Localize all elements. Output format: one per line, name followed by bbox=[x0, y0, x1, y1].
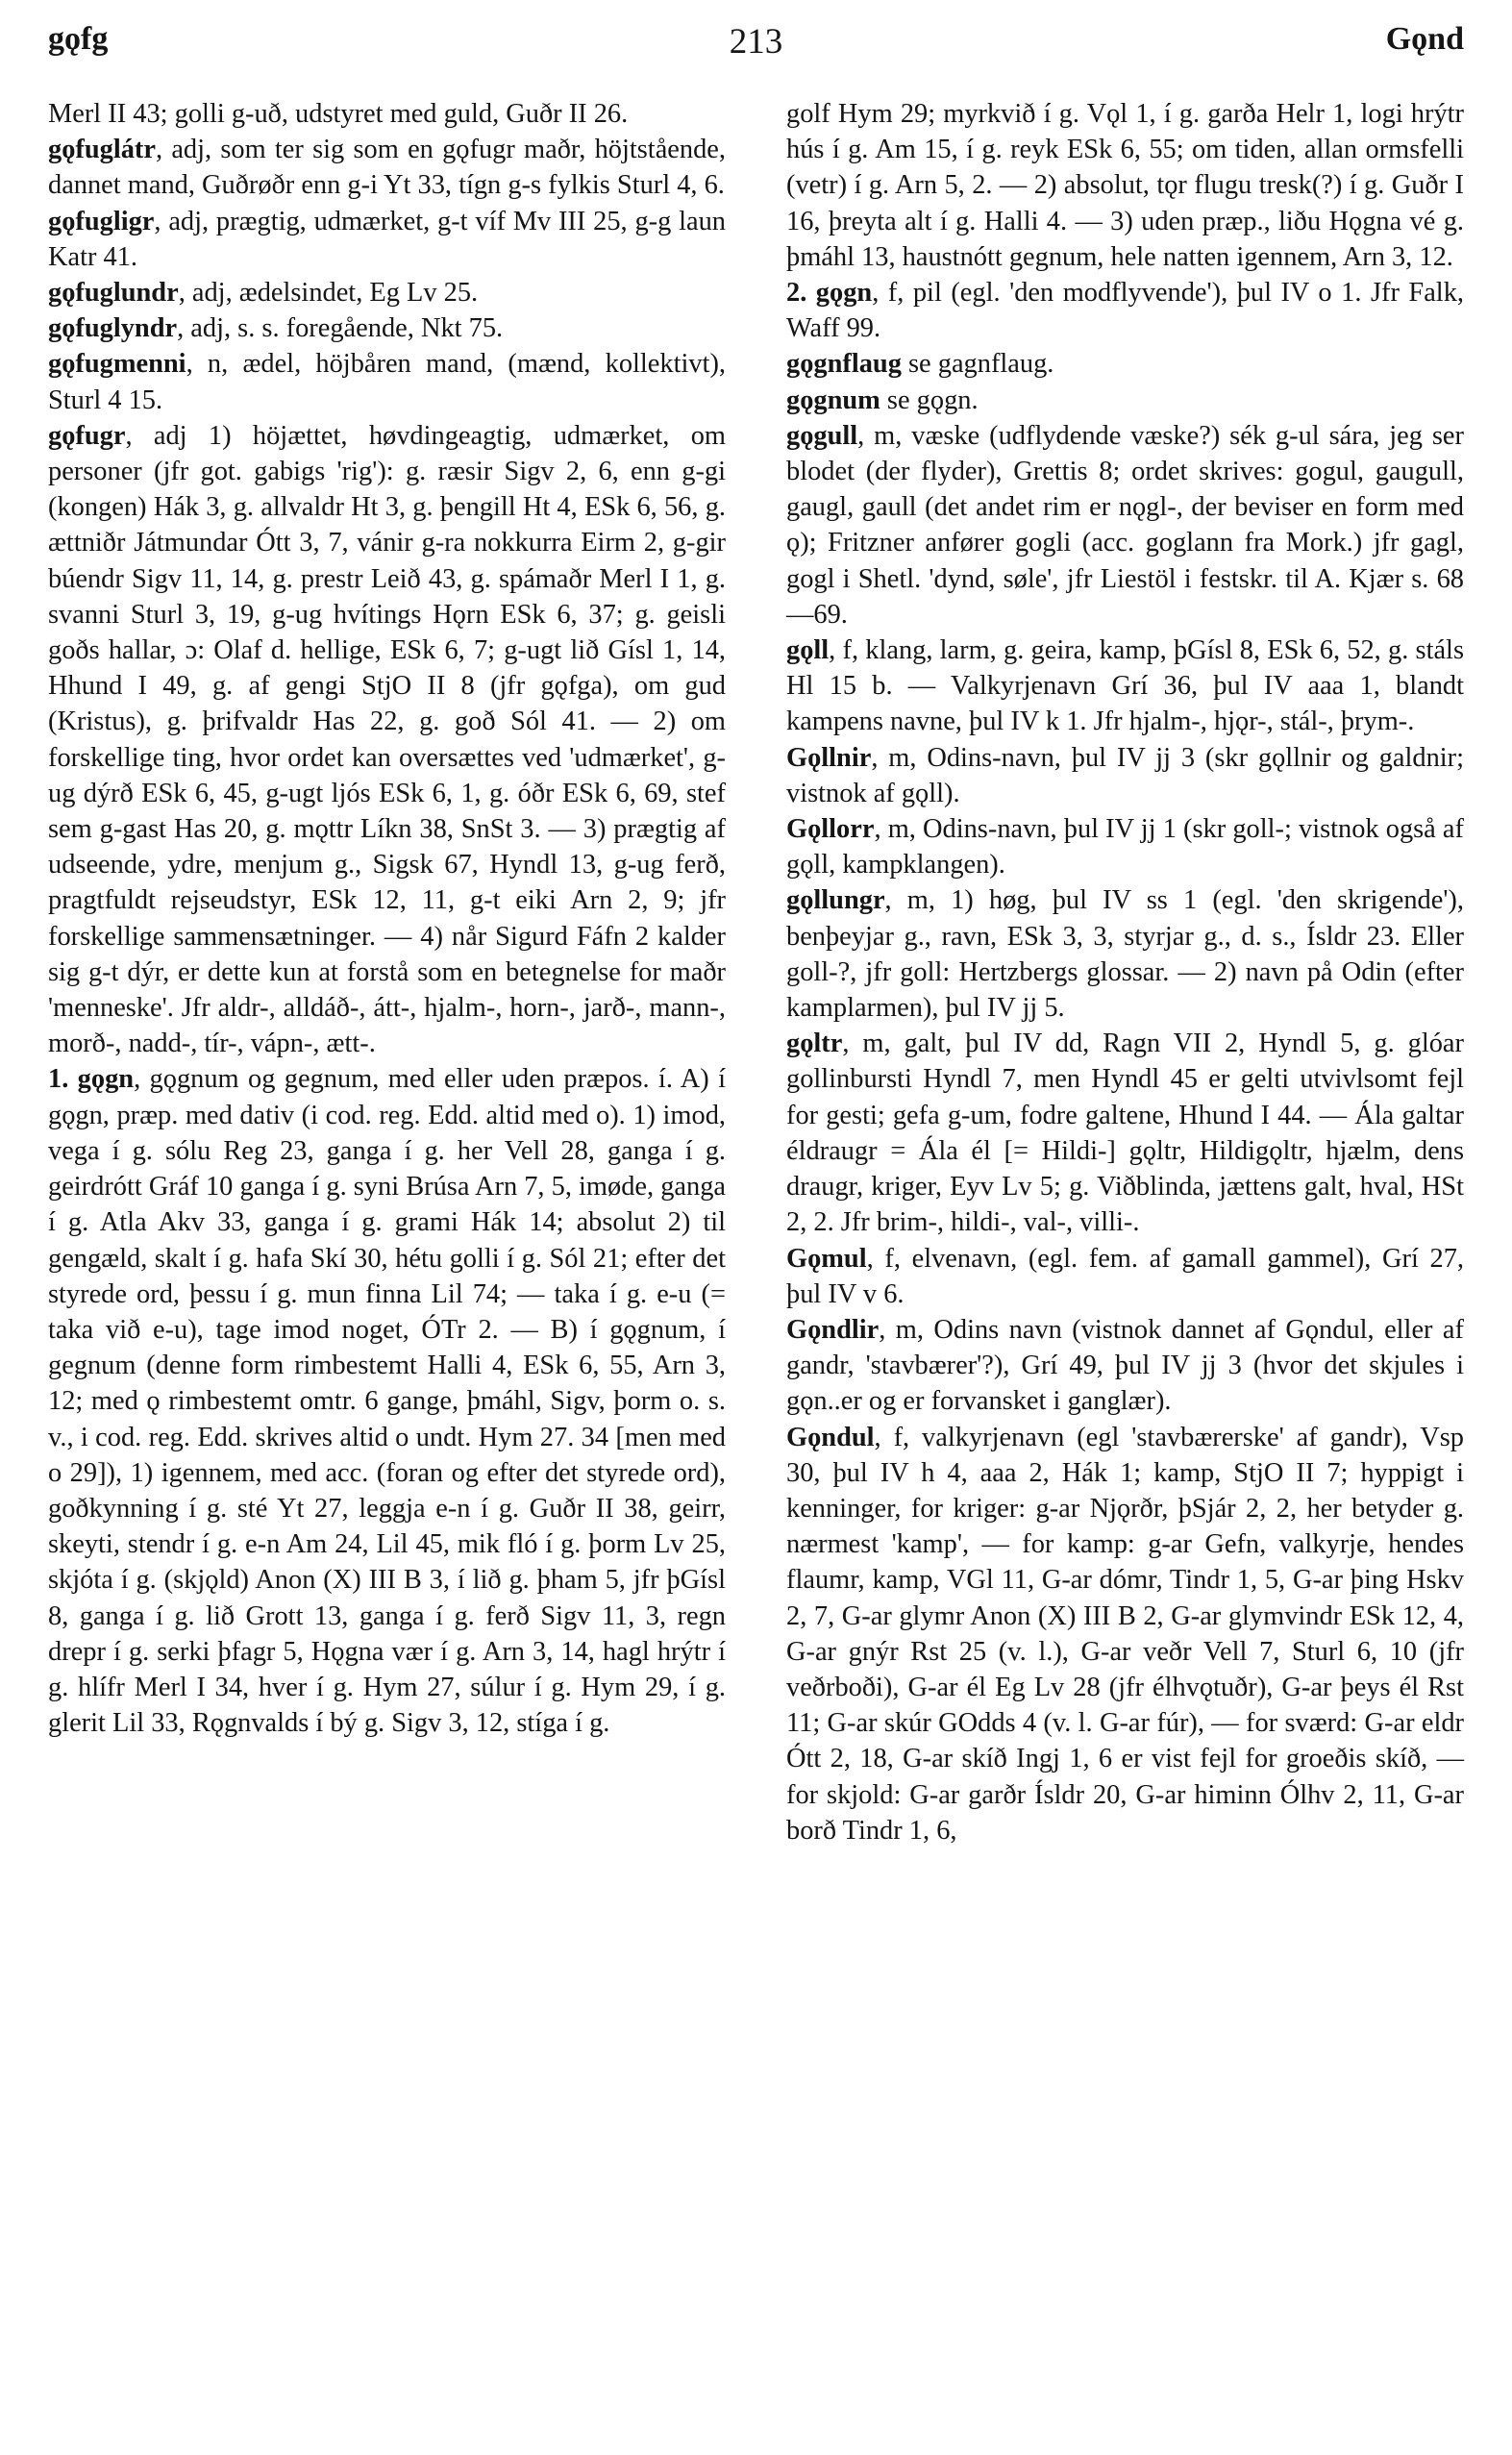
left-running-head: gǫfg bbox=[48, 21, 109, 57]
headword: gǫltr bbox=[786, 1029, 843, 1059]
entry-gollnir: Gǫllnir, m, Odins-navn, þul IV jj 3 (skr gǫllnir og galdnir; vistnok af gǫll). bbox=[786, 742, 1464, 808]
entry-continuation: Merl II 43; golli g-uð, udstyret med guld, Guðr II 26. bbox=[48, 99, 629, 129]
entry-gofugligr: gǫfugligr, adj, prægtig, udmærket, g-t víf Mv III 25, g-g laun Katr 41. bbox=[48, 206, 726, 272]
entry-gondul: Gǫndul, f, valkyrjenavn (egl 'stavbærerske' af gandr), Vsp 30, þul IV h 4, aaa 2, Hák 1; kamp, StjO II 7; hyppigt i kenninger, for kriger: g-ar Njǫrðr, þSjár 2, 2, her betyder g. nærmest 'kamp', — for kamp: g-ar Gefn, valkyrje, hendes flaumr, kamp, VGl 11, G-ar dómr, Tindr 1, 5, G-ar þing Hskv 2, 7, G-ar glymr Anon (X) III B 2, G-ar glymvindr ESk 12, 4, G-ar gnýr Rst 25 (v. l.), G-ar veðr Vell 7, Sturl 6, 10 (jfr veðrboði), G-ar él Eg Lv 28 (jfr élhvǫtuðr), G-ar þeys él Rst 11; G-ar skúr GOdds 4 (v. l. G-ar fúr), — for sværd: G-ar eldr Ótt 2, 18, G-ar skíð Ingj 1, 6 er vist fejl for groeðis skíð, — for skjold: G-ar garðr Ísldr 20, G-ar himinn Ólhv 2, 11, G-ar borð Tindr 1, 6, bbox=[786, 1422, 1464, 1846]
headword: Gǫndlir bbox=[786, 1314, 880, 1345]
headword: 1. gǫgn bbox=[48, 1064, 135, 1095]
entry-goltr: gǫltr, m, galt, þul IV dd, Ragn VII 2, Hyndl 5, g. glóar gollinbursti Hyndl 7, men Hyndl 45 er gelti utvivlsomt fejl for gesti; gefa g-um, fodre galtene, Hhund I 44. — Ála galtar éldraugr = Ála él [= Hildi-] gǫltr, Hildigǫltr, hjælm, dens draugr, kriger, Eyv Lv 5; g. Viðblinda, jættens galt, hval, HSt 2, 2. Jfr brim-, hildi-, val-, villi-. bbox=[786, 1029, 1464, 1238]
headword: 2. gǫgn bbox=[786, 278, 873, 309]
right-running-head: Gǫnd bbox=[1385, 21, 1464, 57]
headword: gǫfuglátr bbox=[48, 135, 156, 165]
page-header bbox=[48, 21, 1464, 69]
entry-gofugr: gǫfugr, adj 1) höjættet, høvdingeagtig, udmærket, om personer (jfr got. gabigs 'rig'): g. ræsir Sigv 2, 6, enn g-gi (kongen) Hák 3, g. allvaldr Ht 3, g. þengill Ht 4, ESk 6, 56, g. ættniðr Játmundar Ótt 3, 7, vánir g-ra nokkurra Eirm 2, g-gir búendr Sigv 11, 14, g. prestr Leið 43, g. spámaðr Merl I 1, g. svanni Sturl 3, 19, g-ug hvítings Hǫrn ESk 6, 37; g. geisli goðs hallar, ɔ: Olaf d. hellige, ESk 6, 7; g-ugt lið Gísl 1, 14, Hhund I 49, g. af gengi StjO II 8 (jfr gǫfga), om gud (Kristus), g. þrifvaldr Has 22, g. goð Sól 41. — 2) om forskellige ting, hvor ordet kan oversættes ved 'udmærket', g-ug dýrð ESk 6, 45, g-ugt ljós ESk 6, 1, g. óðr ESk 6, 69, stef sem g-gast Has 20, g. mǫttr Líkn 38, SnSt 3. — 3) prægtig af udseende, ydre, menjum g., Sigsk 67, Hyndl 13, g-ug ferð, pragtfuldt rejseudstyr, ESk 12, 11, g-t eiki Arn 2, 9; jfr forskellige sammensætninger. — 4) når Sigurd Fáfn 2 kalder sig g-t dýr, er dette kun at forstå som en betegnelse for maðr 'menneske'. Jfr aldr-, alldáð-, átt-, hjalm-, horn-, jarð-, mann-, morð-, nadd-, tír-, vápn-, ætt-. bbox=[48, 420, 726, 1059]
entry-gogn-2: 2. gǫgn, f, pil (egl. 'den modflyvende'), þul IV o 1. Jfr Falk, Waff 99. bbox=[786, 278, 1464, 344]
entry-gondlir: Gǫndlir, m, Odins navn (vistnok dannet af Gǫndul, eller af gandr, 'stavbærer'?), Grí 49, þul IV jj 3 (hvor det skjules i gǫn..er og er forvansket i ganglær). bbox=[786, 1314, 1464, 1417]
entry-gofugmenni: gǫfugmenni, n, ædel, höjbåren mand, (mænd, kollektivt), Sturl 4 15. bbox=[48, 349, 726, 415]
headword: gǫfugmenni bbox=[48, 349, 186, 380]
entry-gollungr: gǫllungr, m, 1) høg, þul IV ss 1 (egl. 'den skrigende'), benþeyjar g., ravn, ESk 3, 3, styrjar g., d. s., Ísldr 23. Eller goll-?, jfr goll: Hertzbergs glossar. — 2) navn på Odin (efter kamplarmen), þul IV jj 5. bbox=[786, 885, 1464, 1024]
right-column bbox=[786, 96, 1464, 1848]
left-column bbox=[48, 96, 726, 1741]
entry-gofuglatr: gǫfuglátr, adj, som ter sig som en gǫfugr maðr, höjtstående, dannet mand, Guðrøðr enn g-i Yt 33, tígn g-s fylkis Sturl 4, 6. bbox=[48, 135, 726, 201]
entry-gofuglyndr: gǫfuglyndr, adj, s. s. foregående, Nkt 75. bbox=[48, 313, 504, 344]
entry-gofuglundr: gǫfuglundr, adj, ædelsindet, Eg Lv 25. bbox=[48, 278, 479, 309]
entry-gognflaug: gǫgnflaug se gagnflaug. bbox=[786, 349, 1054, 380]
headword: gǫgnum bbox=[786, 384, 880, 415]
headword: Gǫllnir bbox=[786, 742, 872, 773]
headword: gǫgull bbox=[786, 420, 858, 451]
headword: Gǫndul bbox=[786, 1422, 875, 1452]
page-number: 213 bbox=[729, 22, 783, 62]
headword: gǫfuglundr bbox=[48, 278, 179, 309]
headword: Gǫllorr bbox=[786, 814, 875, 845]
entry-goll: gǫll, f, klang, larm, g. geira, kamp, þGísl 8, ESk 6, 52, g. stáls Hl 15 b. — Valkyrjenavn Grí 36, þul IV aaa 1, blandt kampens navne, þul IV k 1. Jfr hjalm-, hjǫr-, stál-, þrym-. bbox=[786, 635, 1464, 737]
headword: gǫll bbox=[786, 635, 830, 666]
entry-gomul: Gǫmul, f, elvenavn, (egl. fem. af gamall gammel), Grí 27, þul IV v 6. bbox=[786, 1243, 1464, 1309]
entry-gogull: gǫgull, m, væske (udflydende væske?) sék g-ul sára, jeg ser blodet (der flyder), Grettis 8; ordet skrives: gogul, gaugull, gaugl, gaull (det andet rim er nǫgl-, der beviser en form med ǫ); Fritzner anfører gogli (acc. goglann fra Mork.) jfr gagl, gogl i Shetl. 'dynd, søle', jfr Liestöl i festskr. til A. Kjær s. 68—69. bbox=[786, 420, 1464, 630]
headword: gǫllungr bbox=[786, 885, 885, 916]
headword: gǫgnflaug bbox=[786, 349, 902, 380]
entry-gognum: gǫgnum se gǫgn. bbox=[786, 384, 979, 415]
entry-gollorr: Gǫllorr, m, Odins-navn, þul IV jj 1 (skr goll-; vistnok også af gǫll, kampklangen). bbox=[786, 814, 1464, 880]
headword: gǫfuglyndr bbox=[48, 313, 178, 344]
entry-gogn-1: 1. gǫgn, gǫgnum og gegnum, med eller uden præpos. í. A) í gǫgn, præp. med dativ (i cod. reg. Edd. altid med o). 1) imod, vega í g. sólu Reg 23, ganga í g. her Vell 28, ganga í g. geirdrótt Gráf 10 ganga í g. syni Brúsa Arn 7, 5, imøde, ganga í g. Atla Akv 33, ganga í g. grami Hák 14; absolut 2) til gengæld, skalt í g. hafa Skí 30, hétu golli í g. Sól 21; efter det styrede ord, þessu í g. mun finna Lil 74; — taka í g. e-u (= taka við e-u), tage imod noget, ÓTr 2. — B) í gǫgnum, í gegnum (denne form rimbestemt Halli 4, ESk 6, 55, Arn 3, 12; med ǫ rimbestemt omtr. 6 gange, þmáhl, Sigv, þorm o. s. v., i cod. reg. Edd. skrives altid o undt. Hym 27. 34 [men med o 29]), 1) igennem, med acc. (foran og efter det styrede ord), goðkynning í g. sté Yt 27, leggja e-n í g. Guðr II 38, geirr, skeyti, stendr í g. e-n Am 24, Lil 45, mik fló í g. þorm Lv 25, skjóta í g. (skjǫld) Anon (X) III B 3, í lið g. þham 5, jfr þGísl 8, ganga í g. lið Grott 13, ganga í g. ferð Sigv 11, 3, regn drepr í g. serki þfagr 5, Hǫgna vær í g. Arn 3, 14, hagl hrýtr í g. hlífr Merl I 34, hver í g. Hym 27, súlur í g. Hym 29, í g. glerit Lil 33, Rǫgnvalds í bý g. Sigv 3, 12, stíga í g. bbox=[48, 1064, 726, 1739]
entry-continuation: golf Hym 29; myrkvið í g. Vǫl 1, í g. garða Helr 1, logi hrýtr hús í g. Am 15, í g. reyk ESk 6, 55; om tiden, allan ormsfelli (vetr) í g. Arn 5, 2. — 2) absolut, tǫr flugu tresk(?) í g. Guðr I 16, þreyta alt í g. Halli 4. — 3) uden præp., liðu Hǫgna vé g. þmáhl 13, haustnótt gegnum, hele natten igennem, Arn 3, 12. bbox=[786, 99, 1464, 272]
headword: gǫfugr bbox=[48, 420, 126, 451]
headword: gǫfugligr bbox=[48, 206, 155, 236]
headword: Gǫmul bbox=[786, 1243, 867, 1274]
